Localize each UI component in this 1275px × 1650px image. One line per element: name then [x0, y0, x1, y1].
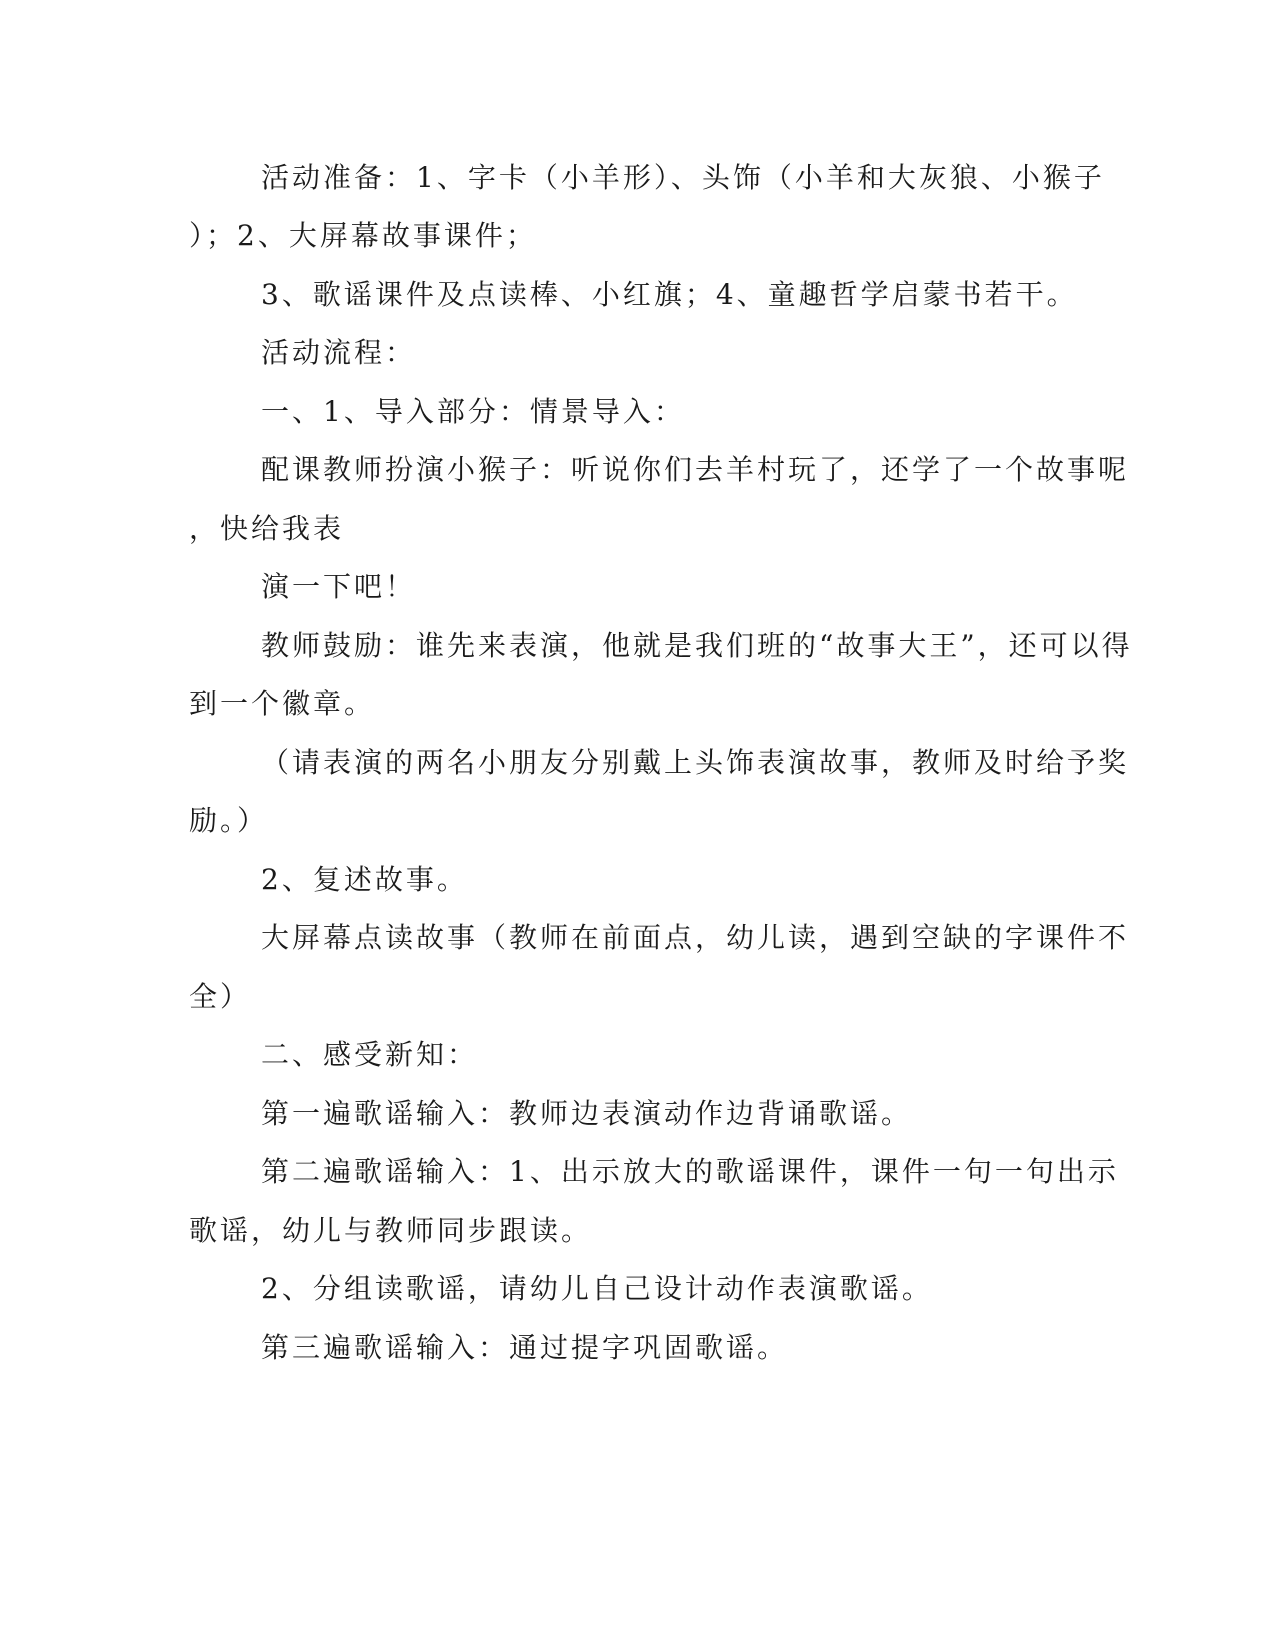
- paragraph-big-screen-cont: 全）: [189, 980, 252, 1013]
- paragraph-headwear-note-cont: 励。）: [189, 804, 269, 837]
- paragraph-monkey-role: 配课教师扮演小猴子：听说你们去羊村玩了，还学了一个故事呢: [261, 453, 1130, 486]
- paragraph-activity-prep: 活动准备：1、字卡（小羊形）、头饰（小羊和大灰狼、小猴子: [261, 161, 1105, 194]
- paragraph-second-input-cont: 歌谣，幼儿与教师同步跟读。: [189, 1214, 593, 1247]
- paragraph-third-input: 第三遍歌谣输入：通过提字巩固歌谣。: [261, 1331, 789, 1364]
- paragraph-materials: 3、歌谣课件及点读棒、小红旗；4、童趣哲学启蒙书若干。: [261, 278, 1078, 311]
- heading-retell-story: 2、复述故事。: [261, 863, 468, 896]
- heading-introduction: 一、1、导入部分：情景导入：: [261, 395, 685, 428]
- heading-new-knowledge: 二、感受新知：: [261, 1038, 479, 1071]
- paragraph-teacher-encourage: 教师鼓励：谁先来表演，他就是我们班的“故事大王”，还可以得: [261, 629, 1133, 662]
- paragraph-second-input: 第二遍歌谣输入：1、出示放大的歌谣课件，课件一句一句出示: [261, 1155, 1119, 1188]
- paragraph-big-screen: 大屏幕点读故事（教师在前面点，幼儿读，遇到空缺的字课件不: [261, 921, 1130, 954]
- paragraph-group-reading: 2、分组读歌谣，请幼儿自己设计动作表演歌谣。: [261, 1272, 933, 1305]
- paragraph-teacher-encourage-cont: 到一个徽章。: [189, 687, 376, 720]
- paragraph-first-input: 第一遍歌谣输入：教师边表演动作边背诵歌谣。: [261, 1097, 913, 1130]
- heading-activity-flow: 活动流程：: [261, 336, 417, 369]
- paragraph-activity-prep-cont: ）；2、大屏幕故事课件；: [189, 219, 537, 252]
- paragraph-headwear-note: （请表演的两名小朋友分别戴上头饰表演故事，教师及时给予奖: [261, 746, 1130, 779]
- paragraph-monkey-role-cont: ，快给我表: [189, 512, 345, 545]
- paragraph-perform: 演一下吧！: [261, 570, 417, 603]
